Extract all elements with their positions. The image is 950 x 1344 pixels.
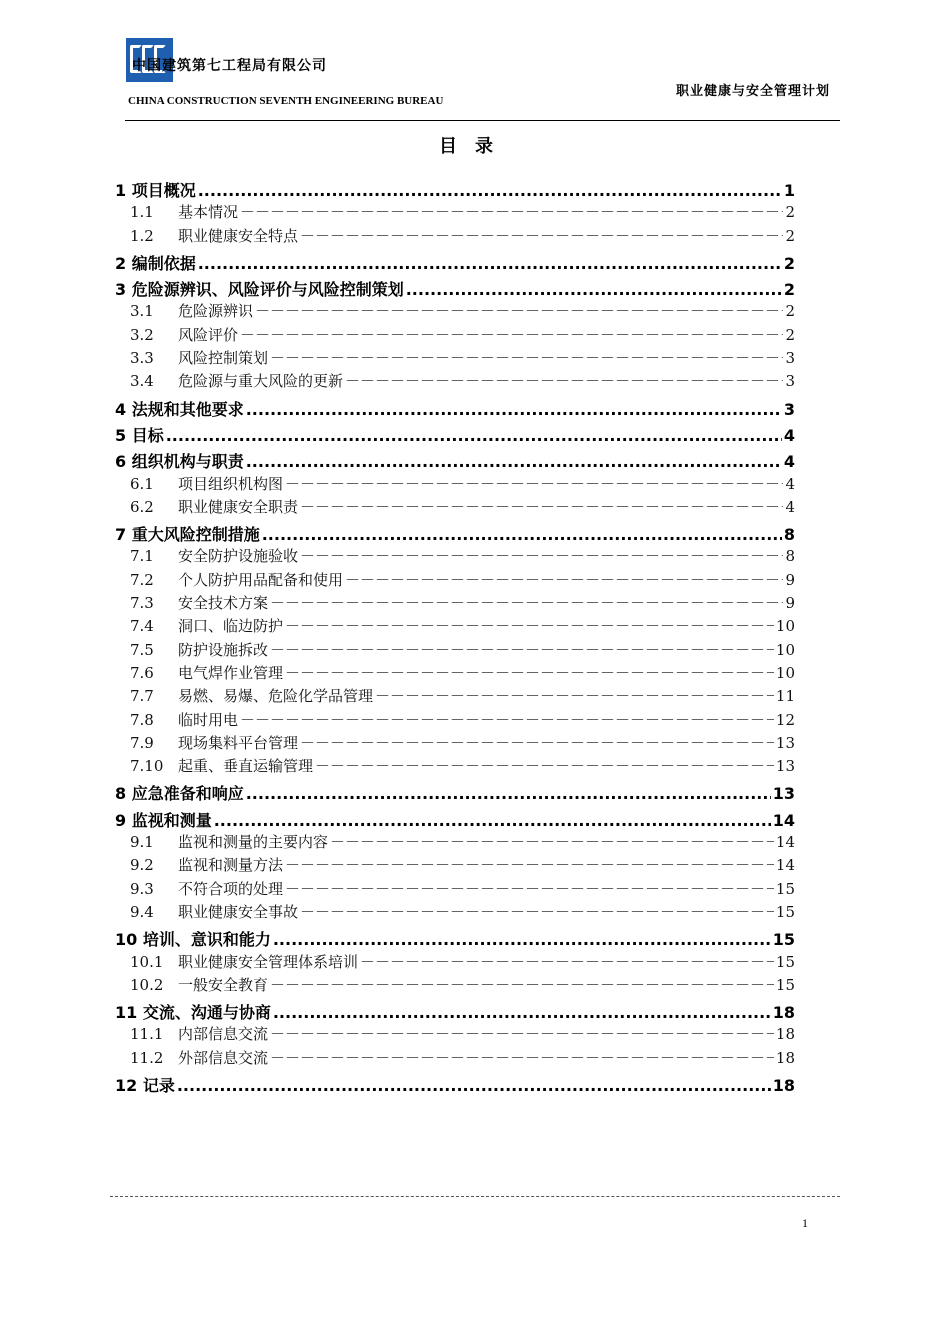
toc-section-number: 6.1 (130, 474, 154, 493)
toc-section-entry[interactable] (115, 732, 795, 755)
toc-leader (300, 732, 774, 753)
toc-section-number: 3.2 (130, 325, 154, 344)
toc-entry-title: 7 重大风险控制措施 (115, 525, 260, 545)
toc-section-entry[interactable] (115, 854, 795, 877)
toc-page-number: 14 (775, 856, 795, 875)
toc-section-number: 7.6 (130, 663, 154, 682)
toc-leader (345, 370, 783, 391)
toc-section-entry[interactable] (115, 592, 795, 615)
toc-chapter-entry[interactable] (115, 781, 795, 804)
toc-leader (240, 324, 783, 345)
toc-section-entry[interactable] (115, 662, 795, 685)
toc-section-number: 7.8 (130, 710, 154, 729)
toc-section-number: 9.1 (130, 833, 154, 852)
toc-page-number: 13 (775, 733, 795, 752)
toc-leader (285, 854, 774, 875)
toc-entry-title: 4 法规和其他要求 (115, 399, 244, 419)
toc-section-number: 7.2 (130, 570, 154, 589)
toc-entry-title: 电气焊作业管理 (178, 663, 284, 682)
toc-chapter-entry[interactable] (115, 808, 795, 831)
toc-leader (270, 639, 774, 660)
toc-page-number: 18 (775, 1025, 795, 1044)
toc-page-number: 3 (785, 372, 795, 391)
toc-chapter-entry[interactable] (115, 277, 795, 300)
toc-entry-title: 10 培训、意识和能力 (115, 930, 271, 950)
toc-section-number: 11.1 (130, 1025, 164, 1044)
toc-entry-title: 防护设施拆改 (178, 640, 269, 659)
toc-entry-title: 临时用电 (178, 710, 239, 729)
toc-entry-title: 危险源辨识 (178, 302, 254, 321)
toc-page-number: 2 (785, 226, 795, 245)
toc-section-number: 10.1 (130, 952, 164, 971)
toc-leader (214, 811, 771, 830)
toc-leader (270, 347, 783, 368)
toc-section-number: 7.1 (130, 547, 154, 566)
toc-leader (273, 930, 771, 949)
toc-section-entry[interactable] (115, 951, 795, 974)
toc-leader (330, 831, 774, 852)
toc-entry-title: 安全防护设施验收 (178, 547, 299, 566)
toc-page-number: 9 (785, 570, 795, 589)
toc-section-entry[interactable] (115, 1047, 795, 1070)
toc-entry-title: 不符合项的处理 (178, 879, 284, 898)
toc-leader (300, 901, 774, 922)
toc-entry-title: 3 危险源辨识、风险评价与风险控制策划 (115, 280, 404, 300)
toc-section-number: 3.1 (130, 302, 154, 321)
footer-divider (110, 1196, 840, 1197)
toc-section-entry[interactable] (115, 901, 795, 924)
toc-entry-title: 11 交流、沟通与协商 (115, 1003, 271, 1023)
toc-page-number: 13 (775, 757, 795, 776)
toc-page-number: 2 (785, 325, 795, 344)
toc-entry-title: 8 应急准备和响应 (115, 784, 244, 804)
toc-section-entry[interactable] (115, 615, 795, 638)
toc-section-number: 10.2 (130, 975, 164, 994)
toc-page-number: 8 (783, 525, 795, 545)
toc-page-number: 11 (775, 687, 795, 706)
toc-leader (285, 615, 774, 636)
toc-section-number: 7.7 (130, 687, 154, 706)
toc-page-number: 15 (772, 930, 795, 950)
toc-entry-title: 易燃、易爆、危险化学品管理 (178, 687, 374, 706)
toc-page-number: 2 (785, 203, 795, 222)
toc-entry-title: 职业健康安全管理体系培训 (178, 952, 359, 971)
toc-section-entry[interactable] (115, 545, 795, 568)
toc-section-number: 9.2 (130, 856, 154, 875)
toc-page-number: 3 (785, 349, 795, 368)
toc-leader (315, 755, 774, 776)
toc-leader (270, 1047, 774, 1068)
toc-page-number: 2 (783, 253, 795, 273)
table-of-contents (115, 175, 795, 1096)
toc-entry-title: 安全技术方案 (178, 594, 269, 613)
toc-page-number: 9 (785, 594, 795, 613)
toc-section-number: 1.2 (130, 226, 154, 245)
toc-entry-title: 风险评价 (178, 325, 239, 344)
toc-section-number: 7.4 (130, 617, 154, 636)
toc-entry-title: 职业健康安全特点 (178, 226, 299, 245)
toc-section-number: 9.3 (130, 879, 154, 898)
toc-section-entry[interactable] (115, 709, 795, 732)
toc-chapter-entry[interactable] (115, 1000, 795, 1023)
toc-entry-title: 起重、垂直运输管理 (178, 757, 314, 776)
toc-entry-title: 9 监视和测量 (115, 810, 212, 830)
toc-entry-title: 风险控制策划 (178, 349, 269, 368)
toc-section-entry[interactable] (115, 685, 795, 708)
toc-leader (285, 473, 783, 494)
toc-section-entry[interactable] (115, 225, 795, 248)
toc-chapter-entry[interactable] (115, 522, 795, 545)
toc-page-number: 10 (775, 617, 795, 636)
toc-page-number: 10 (775, 640, 795, 659)
toc-entry-title: 一般安全教育 (178, 975, 269, 994)
toc-chapter-entry[interactable] (115, 423, 795, 446)
header-divider (125, 120, 840, 121)
toc-section-number: 7.3 (130, 594, 154, 613)
toc-page-number: 8 (785, 547, 795, 566)
toc-chapter-entry[interactable] (115, 397, 795, 420)
toc-section-entry[interactable] (115, 878, 795, 901)
toc-page-number: 14 (772, 810, 795, 830)
toc-section-number: 9.4 (130, 902, 154, 921)
toc-section-number: 3.3 (130, 349, 154, 368)
toc-section-entry[interactable] (115, 974, 795, 997)
toc-page-number: 13 (772, 784, 795, 804)
toc-page-number: 18 (772, 1003, 795, 1023)
toc-leader (262, 525, 782, 544)
toc-section-number: 1.1 (130, 203, 154, 222)
toc-section-entry[interactable] (115, 569, 795, 592)
toc-page-number: 15 (775, 902, 795, 921)
toc-leader (246, 452, 782, 471)
toc-leader (240, 709, 774, 730)
toc-leader (177, 1076, 771, 1095)
toc-leader (240, 201, 783, 222)
toc-page-number: 4 (785, 497, 795, 516)
toc-section-entry[interactable] (115, 370, 795, 393)
toc-section-entry[interactable] (115, 755, 795, 778)
toc-leader (285, 878, 774, 899)
toc-entry-title: 基本情况 (178, 203, 239, 222)
toc-leader (360, 951, 774, 972)
toc-leader (270, 1023, 774, 1044)
toc-entry-title: 5 目标 (115, 425, 164, 445)
toc-entry-title: 监视和测量的主要内容 (178, 833, 329, 852)
toc-chapter-entry[interactable] (115, 1073, 795, 1096)
toc-page-number: 15 (775, 952, 795, 971)
toc-entry-title: 2 编制依据 (115, 253, 196, 273)
toc-section-entry[interactable] (115, 324, 795, 347)
toc-section-entry[interactable] (115, 300, 795, 323)
toc-page-number: 4 (785, 474, 795, 493)
toc-page-number: 2 (783, 280, 795, 300)
toc-page-number: 15 (775, 975, 795, 994)
company-name-en: CHINA CONSTRUCTION SEVENTH ENGINEERING BUREAU (128, 95, 444, 107)
toc-page-number: 10 (775, 663, 795, 682)
toc-section-entry[interactable] (115, 831, 795, 854)
toc-entry-title: 个人防护用品配备和使用 (178, 570, 344, 589)
toc-entry-title: 监视和测量方法 (178, 856, 284, 875)
toc-leader (300, 545, 783, 566)
toc-section-number: 7.9 (130, 733, 154, 752)
toc-leader (273, 1003, 771, 1022)
toc-entry-title: 1 项目概况 (115, 181, 196, 200)
toc-leader (166, 426, 782, 445)
toc-leader (246, 784, 771, 803)
toc-section-number: 3.4 (130, 372, 154, 391)
toc-entry-title: 洞口、临边防护 (178, 617, 284, 636)
toc-entry-title: 现场集料平台管理 (178, 733, 299, 752)
toc-entry-title: 外部信息交流 (178, 1048, 269, 1067)
toc-section-entry[interactable] (115, 473, 795, 496)
toc-page-number: 1 (783, 181, 795, 200)
toc-section-entry[interactable] (115, 639, 795, 662)
toc-leader (300, 496, 783, 517)
toc-leader (285, 662, 774, 683)
toc-entry-title: 项目组织机构图 (178, 474, 284, 493)
toc-entry-title: 6 组织机构与职责 (115, 452, 244, 472)
toc-leader (255, 300, 783, 321)
toc-page-number: 14 (775, 833, 795, 852)
toc-leader (345, 569, 783, 590)
toc-page-number: 4 (783, 425, 795, 445)
toc-section-entry[interactable] (115, 496, 795, 519)
toc-entry-title: 12 记录 (115, 1075, 175, 1095)
toc-section-number: 11.2 (130, 1048, 164, 1067)
toc-page-number: 12 (775, 710, 795, 729)
document-title: 职业健康与安全管理计划 (675, 84, 830, 99)
toc-leader (246, 400, 782, 419)
toc-page-number: 3 (783, 399, 795, 419)
toc-leader (406, 280, 782, 299)
toc-entry-title: 职业健康安全职责 (178, 497, 299, 516)
toc-entry-title: 内部信息交流 (178, 1025, 269, 1044)
toc-section-entry[interactable] (115, 201, 795, 224)
page-number: 1 (802, 1216, 808, 1230)
toc-entry-title: 危险源与重大风险的更新 (178, 372, 344, 391)
toc-section-entry[interactable] (115, 1023, 795, 1046)
toc-section-number: 7.10 (130, 757, 164, 776)
toc-leader (198, 254, 782, 273)
toc-chapter-entry[interactable] (115, 927, 795, 950)
toc-entry-title: 职业健康安全事故 (178, 902, 299, 921)
toc-leader (375, 685, 774, 706)
toc-heading: 目录 (439, 136, 511, 157)
toc-chapter-entry[interactable] (115, 251, 795, 274)
toc-leader (270, 592, 783, 613)
toc-chapter-entry[interactable] (115, 449, 795, 472)
toc-chapter-entry[interactable] (115, 178, 795, 201)
toc-page-number: 18 (772, 1075, 795, 1095)
toc-page-number: 2 (785, 302, 795, 321)
toc-section-entry[interactable] (115, 347, 795, 370)
company-name-cn: 中国建筑第七工程局有限公司 (132, 58, 327, 74)
toc-page-number: 4 (783, 452, 795, 472)
toc-section-number: 7.5 (130, 640, 154, 659)
toc-leader (198, 181, 782, 200)
toc-leader (300, 225, 783, 246)
toc-page-number: 15 (775, 879, 795, 898)
toc-section-number: 6.2 (130, 497, 154, 516)
toc-leader (270, 974, 774, 995)
toc-page-number: 18 (775, 1048, 795, 1067)
